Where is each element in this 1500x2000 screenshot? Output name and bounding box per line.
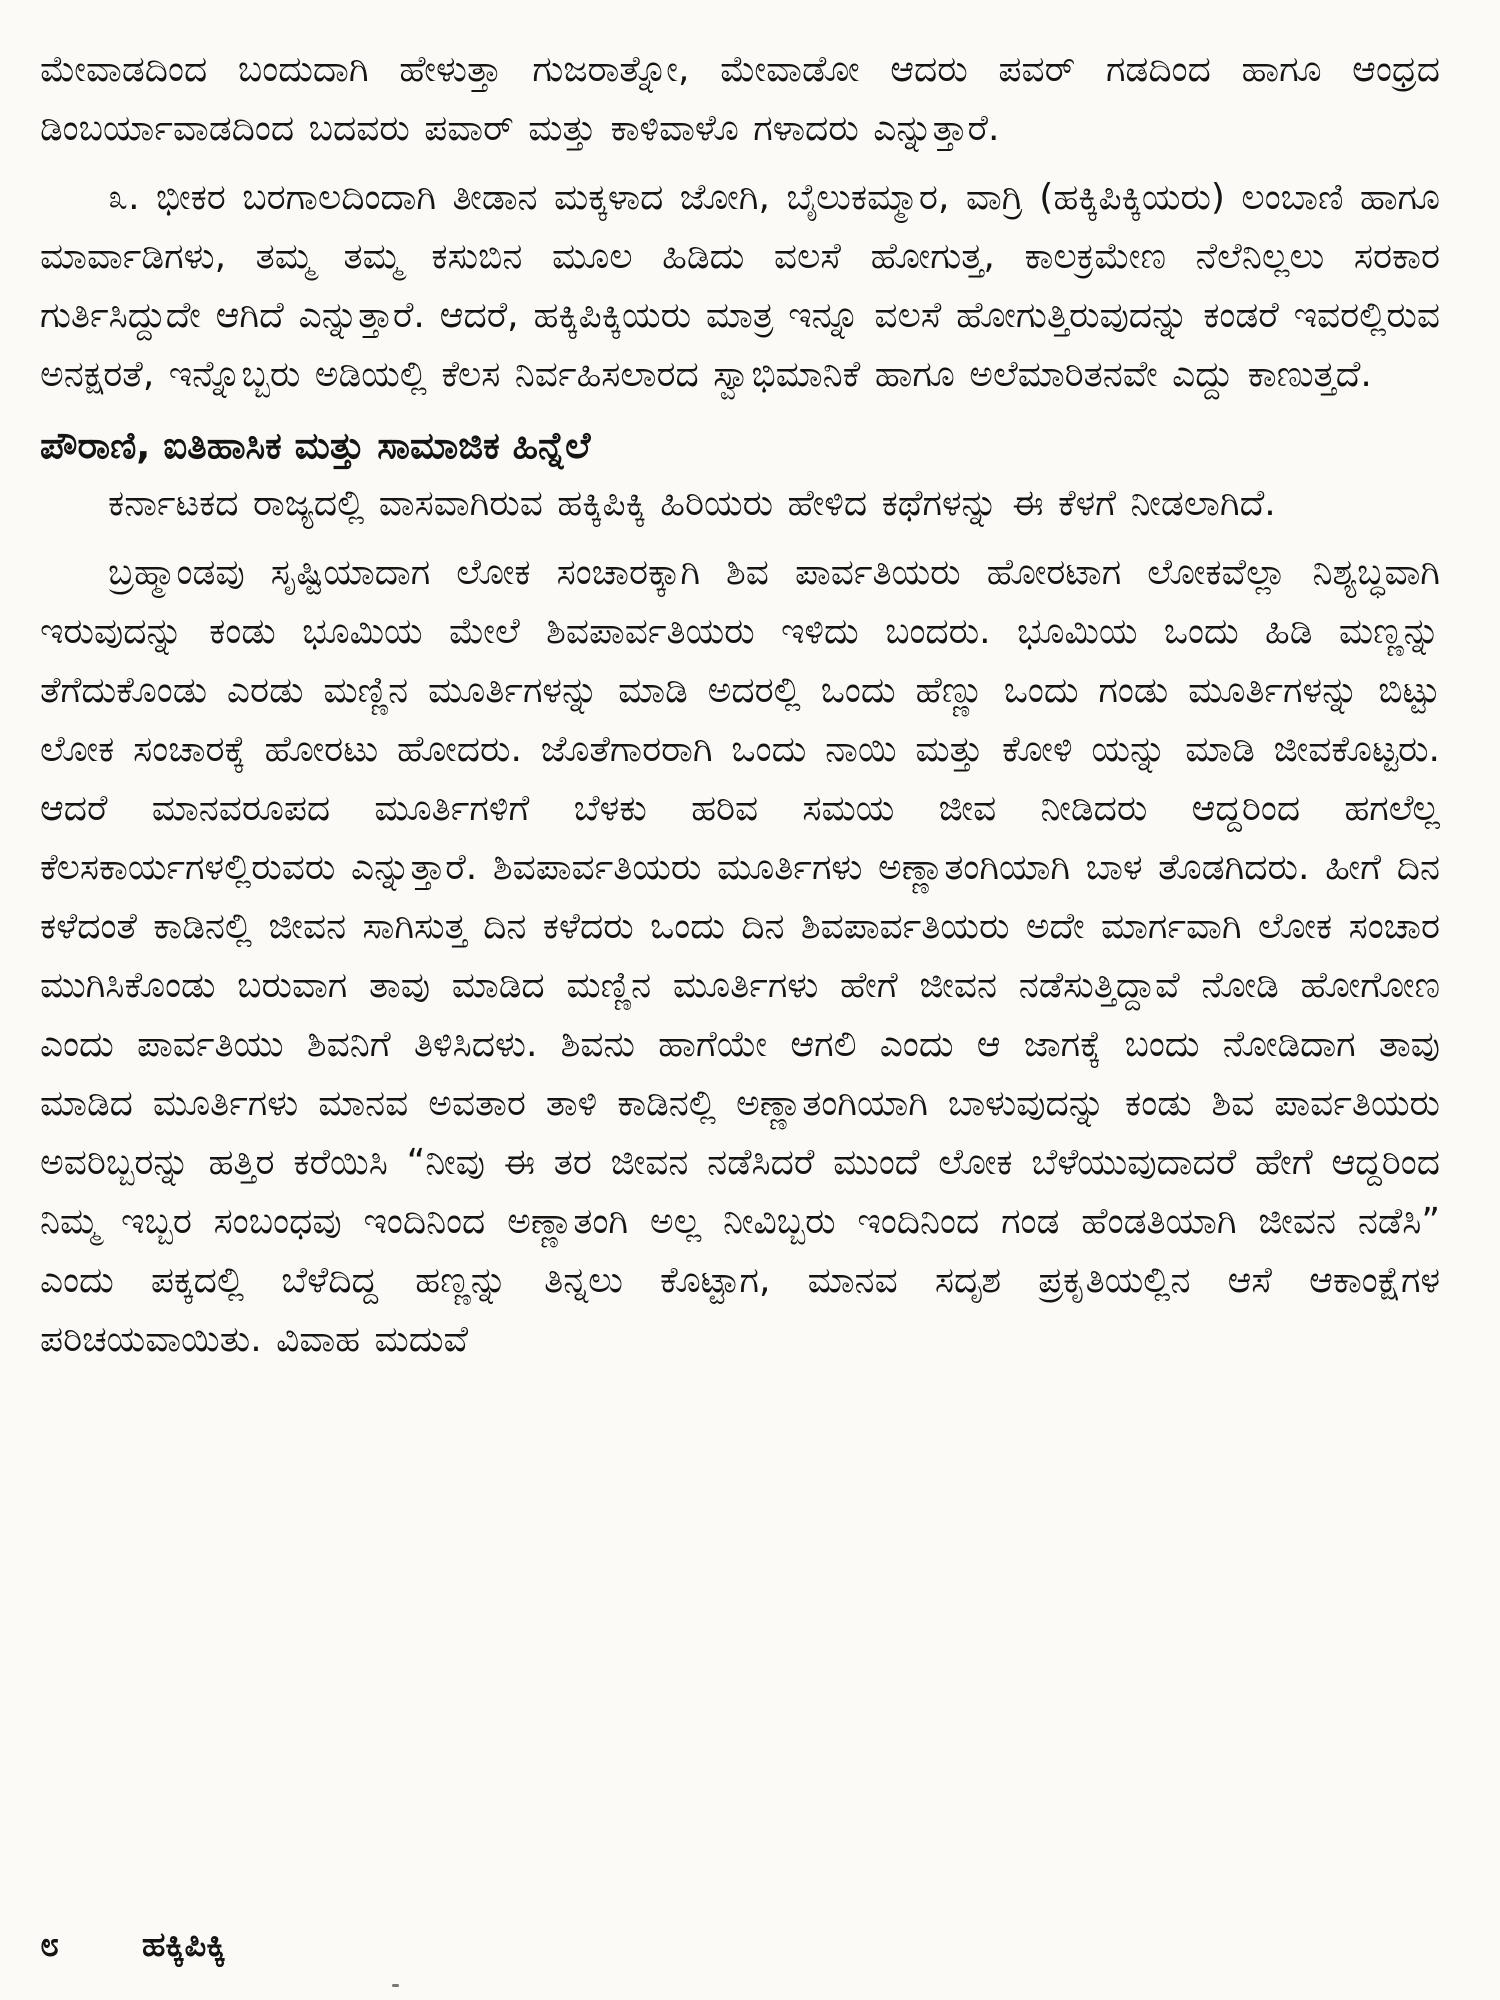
- page-number: ೮: [40, 1925, 60, 1965]
- section-heading: ಪೌರಾಣಿ, ಐತಿಹಾಸಿಕ ಮತ್ತು ಸಾಮಾಜಿಕ ಹಿನ್ನೆಲೆ: [40, 424, 591, 467]
- document-page: [40, 40, 1440, 1940]
- scan-speck: [392, 1984, 399, 1987]
- paragraph-section-intro: ಕರ್ನಾಟಕದ ರಾಜ್ಯದಲ್ಲಿ ವಾಸವಾಗಿರುವ ಹಕ್ಕಿಪಿಕ್ಕಿ ಹಿರಿಯರು ಹೇಳಿದ ಕಥೆಗಳನ್ನು ಈ ಕೆಳಗೆ ನೀಡಲಾಗಿದೆ.: [108, 483, 1276, 524]
- paragraph-origins-continued: ಮೇವಾಡದಿಂದ ಬಂದುದಾಗಿ ಹೇಳುತ್ತಾ ಗುಜರಾತ್ನೋ, ಮೇವಾಡೋ ಆದರು ಪವರ್ ಗಡದಿಂದ ಹಾಗೂ ಆಂಧ್ರದ ಡಿಂಬರ್ಯಾವಾಡದಿಂದ ಬದವರು ಪವಾರ್ ಮತ್ತು ಕಾಳಿವಾಳೊ ಗಳಾದರು ಎನ್ನುತ್ತಾರೆ.: [40, 49, 1440, 149]
- running-title: ಹಕ್ಕಿಪಿಕ್ಕಿ: [141, 1925, 226, 1965]
- page-footer: [40, 1920, 640, 1970]
- paragraph-point-3: ೩. ಭೀಕರ ಬರಗಾಲದಿಂದಾಗಿ ತೀಡಾನ ಮಕ್ಕಳಾದ ಜೋಗಿ, ಬೈಲುಕಮ್ಮಾರ, ವಾಗ್ರಿ (ಹಕ್ಕಿಪಿಕ್ಕಿಯರು) ಲಂಬಾಣಿ ಹಾಗೂ ಮಾರ್ವಾಡಿಗಳು, ತಮ್ಮ ತಮ್ಮ ಕಸುಬಿನ ಮೂಲ ಹಿಡಿದು ವಲಸೆ ಹೋಗುತ್ತ, ಕಾಲಕ್ರಮೇಣ ನೆಲೆನಿಲ್ಲಲು ಸರಕಾರ ಗುರ್ತಿಸಿದ್ದುದೇ ಆಗಿದೆ ಎನ್ನುತ್ತಾರೆ. ಆದರೆ, ಹಕ್ಕಿಪಿಕ್ಕಿಯರು ಮಾತ್ರ ಇನ್ನೂ ವಲಸೆ ಹೋಗುತ್ತಿರುವುದನ್ನು ಕಂಡರೆ ಇವರಲ್ಲಿರುವ ಅನಕ್ಷರತೆ, ಇನ್ನೊಬ್ಬರು ಅಡಿಯಲ್ಲಿ ಕೆಲಸ ನಿರ್ವಹಿಸಲಾರದ ಸ್ವಾಭಿಮಾನಿಕೆ ಹಾಗೂ ಅಲೆಮಾರಿತನವೇ ಎದ್ದು ಕಾಣುತ್ತದೆ.: [40, 177, 1440, 395]
- paragraph-creation-story: ಬ್ರಹ್ಮಾಂಡವು ಸೃಷ್ಟಿಯಾದಾಗ ಲೋಕ ಸಂಚಾರಕ್ಕಾಗಿ ಶಿವ ಪಾರ್ವತಿಯರು ಹೋರಟಾಗ ಲೋಕವೆಲ್ಲಾ ನಿಶ್ಯಬ್ಧವಾಗಿ ಇರುವುದನ್ನು ಕಂಡು ಭೂಮಿಯ ಮೇಲೆ ಶಿವಪಾರ್ವತಿಯರು ಇಳಿದು ಬಂದರು. ಭೂಮಿಯ ಒಂದು ಹಿಡಿ ಮಣ್ಣನ್ನು ತೆಗೆದುಕೊಂಡು ಎರಡು ಮಣ್ಣಿನ ಮೂರ್ತಿಗಳನ್ನು ಮಾಡಿ ಅದರಲ್ಲಿ ಒಂದು ಹೆಣ್ಣು ಒಂದು ಗಂಡು ಮೂರ್ತಿಗಳನ್ನು ಬಿಟ್ಟು ಲೋಕ ಸಂಚಾರಕ್ಕೆ ಹೋರಟು ಹೋದರು. ಜೊತೆಗಾರರಾಗಿ ಒಂದು ನಾಯಿ ಮತ್ತು ಕೋಳಿ ಯನ್ನು ಮಾಡಿ ಜೀವಕೊಟ್ಟರು. ಆದರೆ ಮಾನವರೂಪದ ಮೂರ್ತಿಗಳಿಗೆ ಬೆಳಕು ಹರಿವ ಸಮಯ ಜೀವ ನೀಡಿದರು ಆದ್ದರಿಂದ ಹಗಲೆಲ್ಲ ಕೆಲಸಕಾರ್ಯಗಳಲ್ಲಿರುವರು ಎನ್ನುತ್ತಾರೆ. ಶಿವಪಾರ್ವತಿಯರು ಮೂರ್ತಿಗಳು ಅಣ್ಣಾತಂಗಿಯಾಗಿ ಬಾಳ ತೊಡಗಿದರು. ಹೀಗೆ ದಿನ ಕಳೆದಂತೆ ಕಾಡಿನಲ್ಲಿ ಜೀವನ ಸಾಗಿಸುತ್ತ ದಿನ ಕಳೆದರು ಒಂದು ದಿನ ಶಿವಪಾರ್ವತಿಯರು ಅದೇ ಮಾರ್ಗವಾಗಿ ಲೋಕ ಸಂಚಾರ ಮುಗಿಸಿಕೊಂಡು ಬರುವಾಗ ತಾವು ಮಾಡಿದ ಮಣ್ಣಿನ ಮೂರ್ತಿಗಳು ಹೇಗೆ ಜೀವನ ನಡೆಸುತ್ತಿದ್ದಾವೆ ನೋಡಿ ಹೋಗೋಣ ಎಂದು ಪಾರ್ವತಿಯು ಶಿವನಿಗೆ ತಿಳಿಸಿದಳು. ಶಿವನು ಹಾಗೆಯೇ ಆಗಲಿ ಎಂದು ಆ ಜಾಗಕ್ಕೆ ಬಂದು ನೋಡಿದಾಗ ತಾವು ಮಾಡಿದ ಮೂರ್ತಿಗಳು ಮಾನವ ಅವತಾರ ತಾಳಿ ಕಾಡಿನಲ್ಲಿ ಅಣ್ಣಾತಂಗಿಯಾಗಿ ಬಾಳುವುದನ್ನು ಕಂಡು ಶಿವ ಪಾರ್ವತಿಯರು ಅವರಿಬ್ಬರನ್ನು ಹತ್ತಿರ ಕರೆಯಿಸಿ “ನೀವು ಈ ತರ ಜೀವನ ನಡೆಸಿದರೆ ಮುಂದೆ ಲೋಕ ಬೆಳೆಯುವುದಾದರೆ ಹೇಗೆ ಆದ್ದರಿಂದ ನಿಮ್ಮ ಇಬ್ಬರ ಸಂಬಂಧವು ಇಂದಿನಿಂದ ಅಣ್ಣಾತಂಗಿ ಅಲ್ಲ ನೀವಿಬ್ಬರು ಇಂದಿನಿಂದ ಗಂಡ ಹೆಂಡತಿಯಾಗಿ ಜೀವನ ನಡೆಸಿ” ಎಂದು ಪಕ್ಕದಲ್ಲಿ ಬೆಳೆದಿದ್ದ ಹಣ್ಣನ್ನು ತಿನ್ನಲು ಕೊಟ್ಟಾಗ, ಮಾನವ ಸದೃಶ ಪ್ರಕೃತಿಯಲ್ಲಿನ ಆಸೆ ಆಕಾಂಕ್ಷೆಗಳ ಪರಿಚಯವಾಯಿತು. ವಿವಾಹ ಮದುವೆ: [40, 552, 1440, 1360]
